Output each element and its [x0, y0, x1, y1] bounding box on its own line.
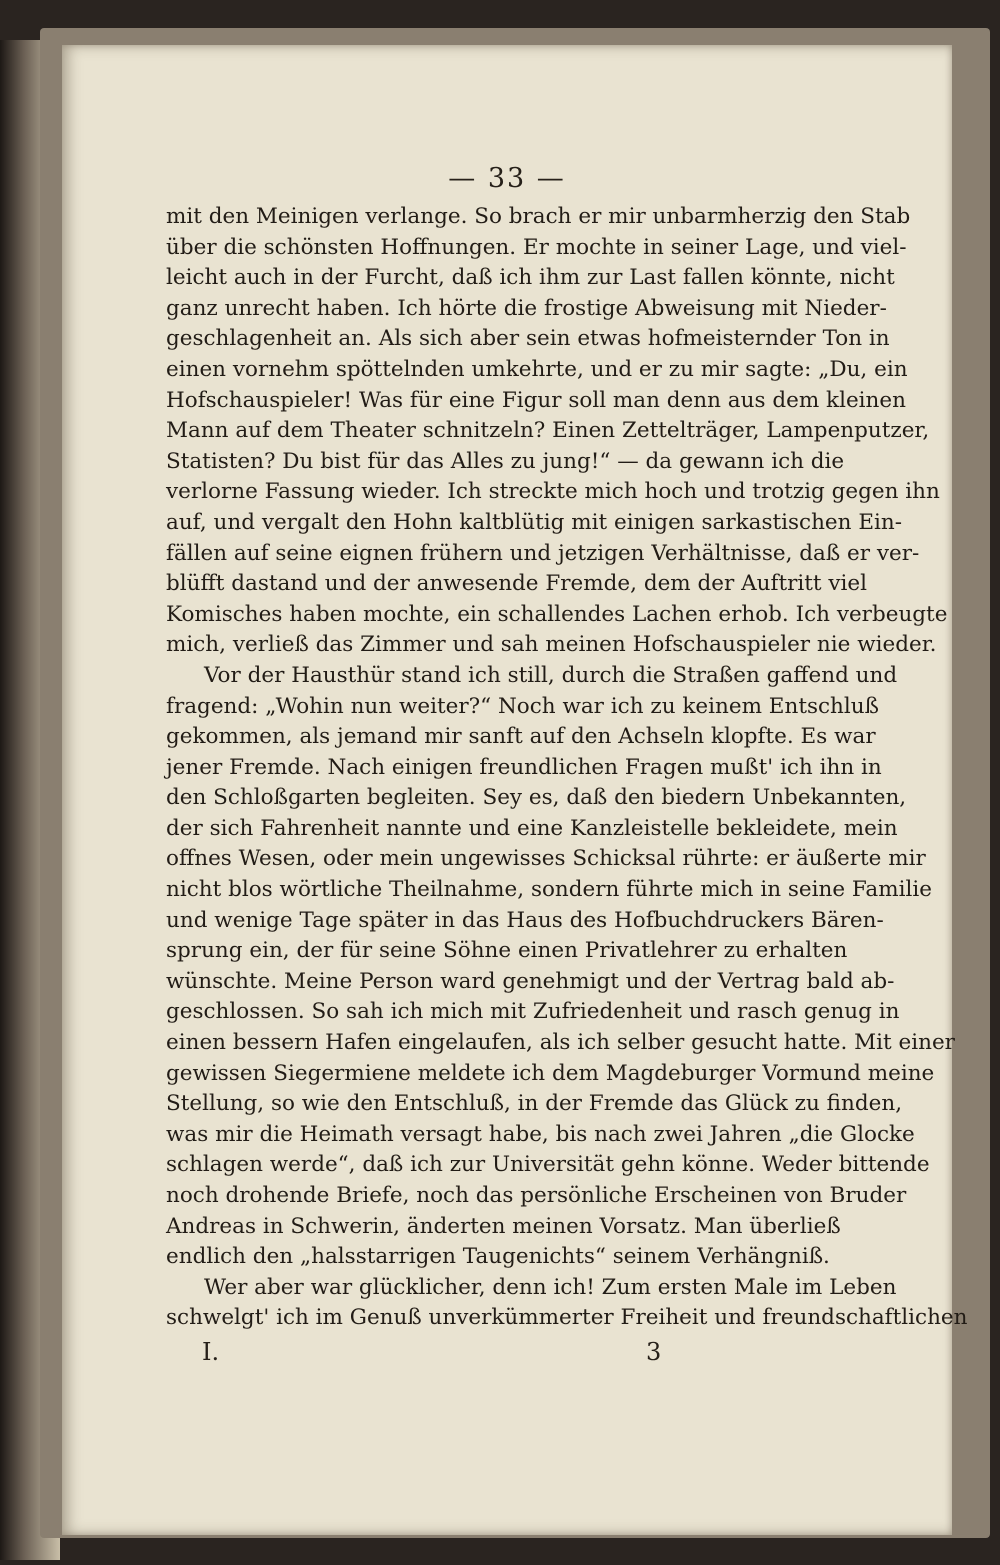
book-page: [62, 45, 968, 1535]
text-line: mit den Meinigen verlange. So brach er mir unbarmherzig den Stab: [166, 204, 911, 229]
paragraph-2: [166, 661, 955, 1273]
text-line: wünschte. Meine Person ward genehmigt und der Vertrag bald ab-: [166, 968, 895, 994]
paragraph-3: [166, 1273, 968, 1334]
text-line: sprung ein, der für seine Söhne einen Privatlehrer zu erhalten: [166, 938, 848, 964]
text-line: einen vornehm spöttelnden umkehrte, und er zu mir sagte: „Du, ein: [166, 356, 908, 382]
text-line: Stellung, so wie den Entschluß, in der Fremde das Glück zu finden,: [166, 1091, 903, 1117]
text-line: schwelgt' ich im Genuß unverkümmerter Freiheit und freundschaftlichen: [166, 1305, 968, 1331]
text-line: geschlossen. So sah ich mich mit Zufriedenheit und rasch genug in: [166, 999, 900, 1025]
text-line: Hofschauspieler! Was für eine Figur soll man denn aus dem kleinen: [166, 387, 906, 413]
signature-mark: I.: [202, 1338, 220, 1366]
text-line: offnes Wesen, oder mein ungewisses Schicksal rührte: er äußerte mir: [166, 846, 926, 872]
text-line: gewissen Siegermiene meldete ich dem Magdeburger Vormund meine: [166, 1060, 935, 1086]
text-line: Andreas in Schwerin, änderten meinen Vorsatz. Man überließ: [166, 1213, 841, 1239]
text-line: nicht blos wörtliche Theilnahme, sondern führte mich in seine Familie: [166, 877, 932, 903]
text-line: jener Fremde. Nach einigen freundlichen Fragen mußt' ich ihn in: [166, 754, 882, 780]
text-line: über die schönsten Hoffnungen. Er mochte in seiner Lage, und viel-: [166, 234, 907, 260]
text-line: verlorne Fassung wieder. Ich streckte mich hoch und trotzig gegen ihn: [166, 479, 940, 505]
text-line: Vor der Hausthür stand ich still, durch die Straßen gaffend und: [204, 662, 898, 688]
text-line: Mann auf dem Theater schnitzeln? Einen Zettelträger, Lampenputzer,: [166, 418, 930, 444]
body-text: [166, 202, 968, 1334]
text-line: einen bessern Hafen eingelaufen, als ich selber gesucht hatte. Mit einer: [166, 1030, 955, 1056]
paragraph-1: [166, 202, 948, 661]
text-line: mich, verließ das Zimmer und sah meinen Hofschauspieler nie wieder.: [166, 632, 937, 658]
text-line: Wer aber war glücklicher, denn ich! Zum ersten Male im Leben: [204, 1274, 897, 1300]
text-line: geschlagenheit an. Als sich aber sein etwas hofmeisternder Ton in: [166, 326, 890, 352]
text-line: schlagen werde“, daß ich zur Universität gehn könne. Weder bittende: [166, 1152, 930, 1178]
page-number: — 33 —: [448, 163, 566, 194]
text-line: was mir die Heimath versagt habe, bis nach zwei Jahren „die Glocke: [166, 1121, 915, 1147]
text-line: Statisten? Du bist für das Alles zu jung!“ — da gewann ich die: [166, 448, 845, 474]
text-line: leicht auch in der Furcht, daß ich ihm zur Last fallen könnte, nicht: [166, 265, 895, 291]
text-line: ganz unrecht haben. Ich hörte die frostige Abweisung mit Nieder-: [166, 295, 887, 321]
text-line: Komisches haben mochte, ein schallendes Lachen erhob. Ich verbeugte: [166, 601, 948, 627]
text-line: auf, und vergalt den Hohn kaltblütig mit einigen sarkastischen Ein-: [166, 509, 903, 535]
text-line: fällen auf seine eignen frühern und jetzigen Verhältnisse, daß er ver-: [166, 540, 920, 566]
sheet-number: 3: [646, 1338, 662, 1366]
text-line: endlich den „halsstarrigen Taugenichts“ seinem Verhängniß.: [166, 1244, 830, 1270]
text-line: fragend: „Wohin nun weiter?“ Noch war ich zu keinem Entschluß: [166, 693, 879, 719]
text-line: und wenige Tage später in das Haus des Hofbuchdruckers Bären-: [166, 907, 884, 933]
text-line: noch drohende Briefe, noch das persönliche Erscheinen von Bruder: [166, 1183, 907, 1208]
text-line: den Schloßgarten begleiten. Sey es, daß den biedern Unbekannten,: [166, 785, 907, 811]
text-line: der sich Fahrenheit nannte und eine Kanzleistelle bekleidete, mein: [166, 815, 898, 841]
text-line: gekommen, als jemand mir sanft auf den Achseln klopfte. Es war: [166, 724, 876, 750]
text-line: blüfft dastand und der anwesende Fremde, dem der Auftritt viel: [166, 571, 867, 597]
